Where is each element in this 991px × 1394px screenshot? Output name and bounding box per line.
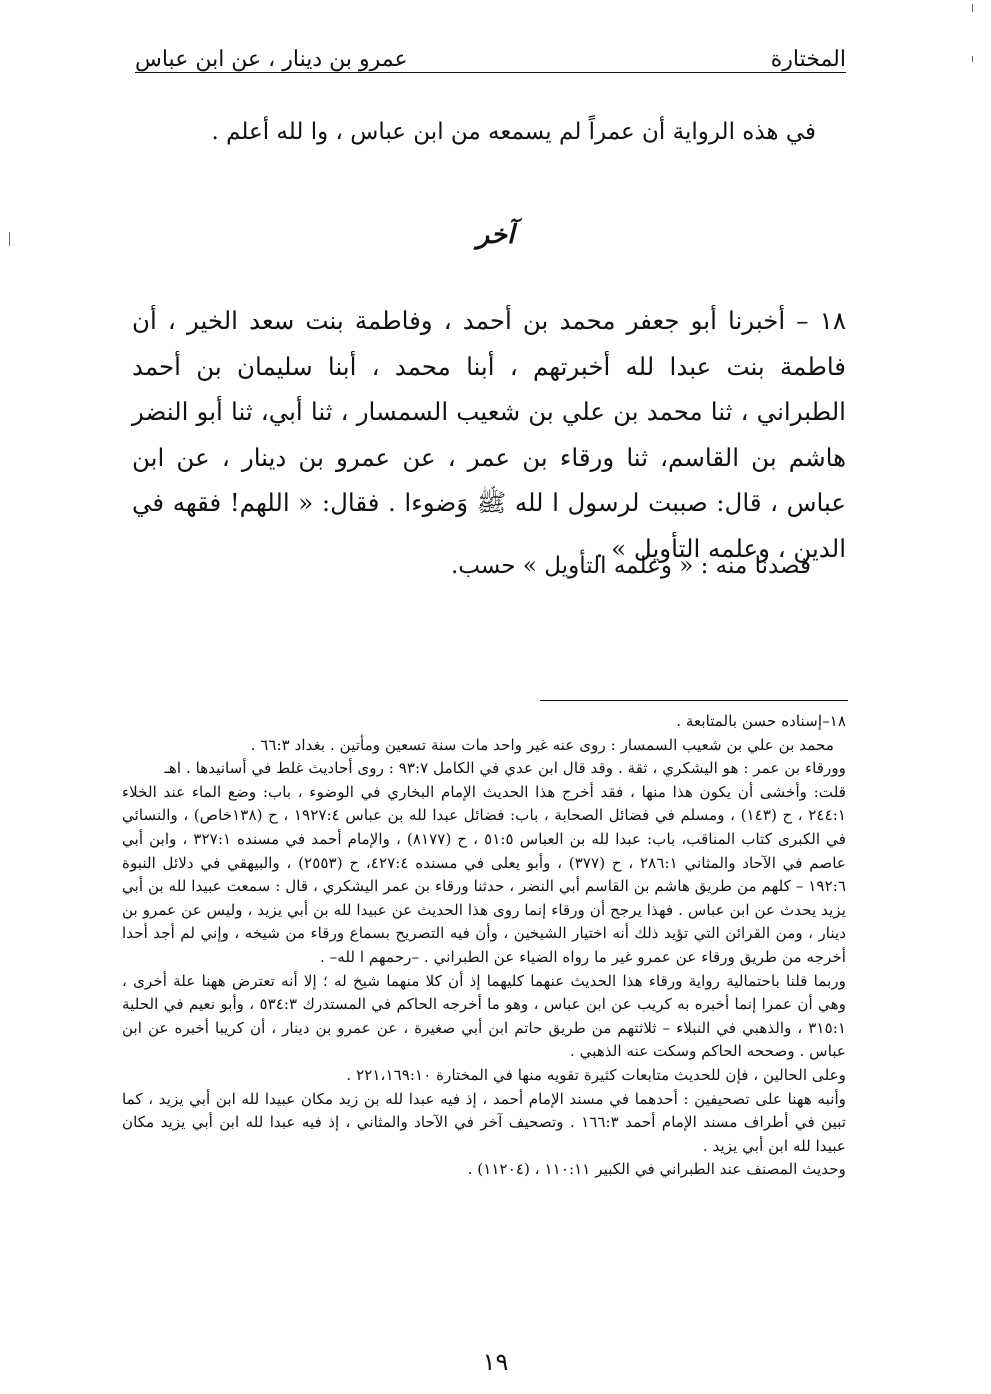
footnote-separator [540,700,848,701]
page-number: ١٩ [482,1348,509,1376]
header-rule [135,72,846,73]
section-title: آخر [476,220,515,250]
footnote-line: وأنبه ههنا على تصحيفين : أحدهما في مسند الإمام أحمد ، إذ فيه عبدا لله بن زيد مكان عبيدا لله ابن أبي يزيد ، كما تبين في أطراف مسند الإمام أحمد ١٦٦:٣ . وتصحيف آخر في الآحاد والمثاني ، إذ فيه عبدا لله ابن أبي يزيد مكان عبيدا لله ابن أبي يزيد . [122,1089,846,1155]
footnote-line: وورقاء بن عمر : هو اليشكري ، ثقة . وقد قال ابن عدي في الكامل ٩٣:٧ : روى أحاديث غلط في أسانيدها . اهـ [164,759,846,778]
footnote-line: محمد بن علي بن شعيب السمسار : روى عنه غير واحد مات سنة تسعين ومأتين . بغداد ٦٦:٣ . [250,735,834,754]
scan-edge-mark [972,56,973,62]
running-header [135,32,846,72]
footnote-line: وربما قلنا باحتمالية رواية ورقاء هذا الحديث عنهما كليهما إذ أن كلا منهما شيخ له ؛ إلا أنه تعترض ههنا علة أخرى ، وهي أن عمرا إنما أخبره به كريب عن ابن عباس ، وهو ما أخرجه الحاكم في المستدرك ٥٣٤:٣ ، وأبو نعيم في الحلية ٣١٥:١ ، والذهبي في النبلاء – ثلاثتهم من طريق حاتم ابن أبي صغيرة ، عن عمرو بن دينار ، أن كريبا أخبره عن ابن عباس . وصححه الحاكم وسكت عنه الذهبي . [122,971,846,1061]
footnote-line: وحديث المصنف عند الطبراني في الكبير ١١٠:١١ ، (١١٢٠٤) . [467,1160,846,1179]
hadith-paragraph: ١٨ – أخبرنا أبو جعفر محمد بن أحمد ، وفاطمة بنت سعد الخير ، أن فاطمة بنت عبدا لله أخبرتهم ، أبنا محمد ، أبنا سليمان بن أحمد الطبراني ، ثنا محمد بن علي بن شعيب السمسار ، ثنا أبي، ثنا أبو النضر هاشم بن القاسم، ثنا ورقاء بن عمر ، عن عمرو بن دينار ، عن ابن عباس ، قال: صببت لرسول ا لله ﷺ وَضوءا . فقال: « اللهم! فقهه في الدين ، وعلمه التأويل » . [132,306,846,563]
intro-paragraph: في هذه الرواية أن عمراً لم يسمعه من ابن عباس ، وا لله أعلم . [211,119,816,145]
note-paragraph: قصدنا منه : « وعلمه التأويل » حسب. [450,553,811,579]
header-chapter-title: عمرو بن دينار ، عن ابن عباس [135,47,408,72]
scan-edge-mark [972,4,973,12]
footnote-line: ١٨–إسناده حسن بالمتابعة . [676,712,846,730]
footnote-line: قلت: وأخشى أن يكون هذا منها ، فقد أخرج هذا الحديث الإمام البخاري في الوضوء ، باب: وضع الماء عند الخلاء ٢٤٤:١ ، ح (١٤٣) ، ومسلم في فضائل الصحابة ، باب: فضائل عبدا لله بن عباس ١٩٢٧:٤ ، ح (١٣٨خاص) ، والنسائي في الكبرى كتاب المناقب، باب: عبدا لله بن العباس ٥١:٥ ، ح (٨١٧٧) ، والإمام أحمد في مسنده ٣٢٧:١ ، وابن أبي عاصم في الآحاد والمثاني ٢٨٦:١ ، ح (٣٧٧) ، وأبو يعلى في مسنده ٤٢٧:٤، ح (٢٥٥٣) ، والبيهقي في دلائل النبوة ١٩٢:٦ – كلهم من طريق هاشم بن القاسم أبي النضر ، حدثنا ورقاء بن عمر اليشكري ، قال : سمعت عبيدا لله بن أبي يزيد يحدث عن ابن عباس . فهذا يرجح أن ورقاء إنما روى هذا الحديث عن عبيدا لله بن أبي يزيد ، وليس عن عمرو بن دينار ، ومن القرائن التي تؤيد ذلك أنه اختيار الشيخين ، وأن فيه التصريح بسماع ورقاء من شيخه ، وإني لم أجد أحدا أخرجه من طريق ورقاء عن عمرو غير ما رواه الضياء عن الطبراني . –رحمهم ا لله– . [122,782,847,966]
header-book-title: المختارة [770,47,846,72]
footnotes [122,710,846,1182]
footnote-line: وعلى الحالين ، فإن للحديث متابعات كثيرة تقويه منها في المختارة ٢٢١،١٦٩:١٠ . [346,1065,846,1084]
